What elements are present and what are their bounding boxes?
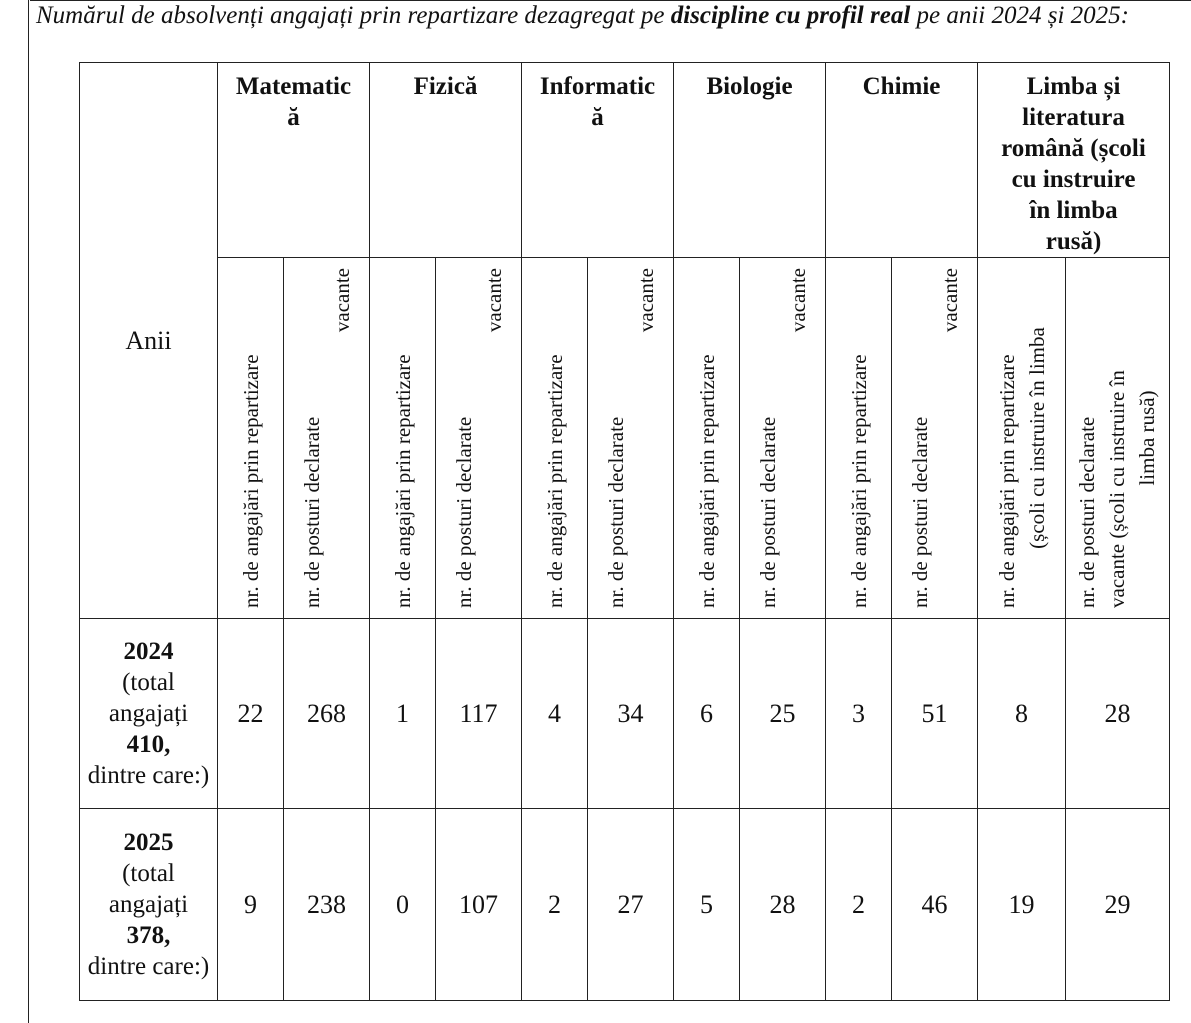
subject-header-fizica: Fizică bbox=[370, 63, 522, 258]
value-cell: 3 bbox=[826, 619, 892, 809]
value-cell: 46 bbox=[892, 809, 978, 1001]
value-cell: 22 bbox=[218, 619, 284, 809]
subject-header-chimie: Chimie bbox=[826, 63, 978, 258]
value-cell: 27 bbox=[588, 809, 674, 1001]
header-angajari-fizica: nr. de angajări prin repartizare bbox=[370, 258, 436, 619]
header-posturi-matematica: nr. de posturi declarate vacante bbox=[284, 258, 370, 619]
measure-header-row bbox=[80, 258, 1170, 619]
value-cell: 9 bbox=[218, 809, 284, 1001]
header-angajari-chimie: nr. de angajări prin repartizare bbox=[826, 258, 892, 619]
value-cell: 19 bbox=[978, 809, 1066, 1001]
table-row-2024 bbox=[80, 619, 1170, 809]
header-angajari-informatica: nr. de angajări prin repartizare bbox=[522, 258, 588, 619]
value-cell: 1 bbox=[370, 619, 436, 809]
table-caption bbox=[36, 2, 1184, 30]
value-cell: 29 bbox=[1066, 809, 1170, 1001]
value-cell: 107 bbox=[436, 809, 522, 1001]
header-posturi-informatica: nr. de posturi declarate vacante bbox=[588, 258, 674, 619]
value-cell: 34 bbox=[588, 619, 674, 809]
year-cell-2024: 2024 (total angajați 410, dintre care:) bbox=[80, 619, 218, 809]
employment-table bbox=[79, 62, 1170, 1001]
subject-header-informatica: Informatică bbox=[522, 63, 674, 258]
value-cell: 8 bbox=[978, 619, 1066, 809]
value-cell: 4 bbox=[522, 619, 588, 809]
header-angajari-limba-romana: nr. de angajări prin repartizare (școli cu instruire în limba bbox=[978, 258, 1066, 619]
value-cell: 2 bbox=[826, 809, 892, 1001]
value-cell: 268 bbox=[284, 619, 370, 809]
left-margin-rule bbox=[28, 0, 29, 1023]
value-cell: 28 bbox=[1066, 619, 1170, 809]
value-cell: 0 bbox=[370, 809, 436, 1001]
caption-emphasis: discipline cu profil real bbox=[670, 2, 911, 29]
value-cell: 117 bbox=[436, 619, 522, 809]
year-cell-2025: 2025 (total angajați 378, dintre care:) bbox=[80, 809, 218, 1001]
top-rule bbox=[30, 0, 1191, 1]
caption-text-end: pe anii 2024 și 2025: bbox=[910, 2, 1130, 29]
value-cell: 5 bbox=[674, 809, 740, 1001]
header-posturi-biologie: nr. de posturi declarate vacante bbox=[740, 258, 826, 619]
header-posturi-chimie: nr. de posturi declarate vacante bbox=[892, 258, 978, 619]
header-posturi-limba-romana: nr. de posturi declarate vacante (școli cu instruire în limba rusă) bbox=[1066, 258, 1170, 619]
value-cell: 25 bbox=[740, 619, 826, 809]
subject-header-limba-romana: Limba și literatura română (școli cu instruire în limba rusă) bbox=[978, 63, 1170, 258]
caption-text: Numărul de absolvenți angajați prin repartizare dezagregat pe bbox=[36, 2, 671, 29]
subject-header-row bbox=[80, 63, 1170, 258]
subject-header-biologie: Biologie bbox=[674, 63, 826, 258]
year-header: Anii bbox=[80, 63, 218, 619]
header-posturi-fizica: nr. de posturi declarate vacante bbox=[436, 258, 522, 619]
value-cell: 2 bbox=[522, 809, 588, 1001]
table-row-2025 bbox=[80, 809, 1170, 1001]
value-cell: 51 bbox=[892, 619, 978, 809]
value-cell: 28 bbox=[740, 809, 826, 1001]
header-angajari-biologie: nr. de angajări prin repartizare bbox=[674, 258, 740, 619]
subject-header-matematica: Matematică bbox=[218, 63, 370, 258]
value-cell: 238 bbox=[284, 809, 370, 1001]
header-angajari-matematica: nr. de angajări prin repartizare bbox=[218, 258, 284, 619]
value-cell: 6 bbox=[674, 619, 740, 809]
